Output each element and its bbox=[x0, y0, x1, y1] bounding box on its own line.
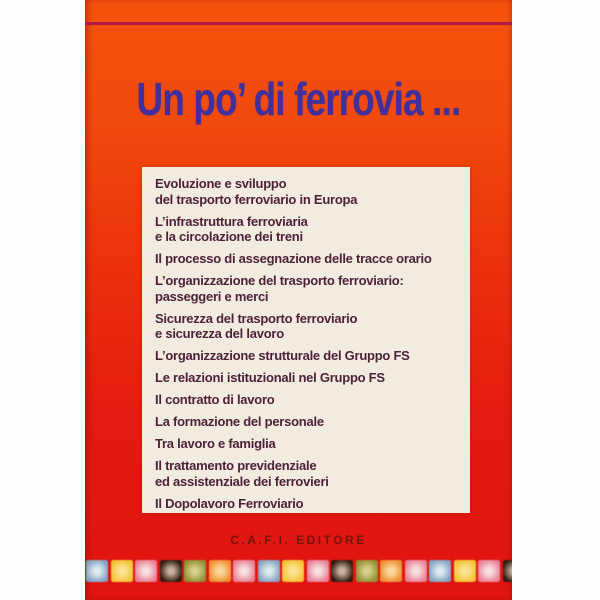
toc-item bbox=[155, 273, 464, 304]
book-title: Un po’ di ferrovia ... bbox=[136, 73, 461, 125]
toc-line: L’organizzazione strutturale del Gruppo FS bbox=[155, 348, 410, 363]
decor-square-yellow bbox=[454, 560, 476, 582]
toc-item bbox=[155, 176, 464, 207]
toc-line: passeggeri e merci bbox=[155, 288, 269, 304]
decor-square-blue bbox=[258, 560, 280, 582]
contents-box bbox=[142, 167, 470, 513]
decor-square-pink bbox=[307, 560, 329, 582]
decor-square-orange bbox=[209, 560, 231, 582]
toc-line: Il contratto di lavoro bbox=[155, 392, 275, 407]
decor-square-brown bbox=[503, 560, 513, 582]
toc-line: e la circolazione dei treni bbox=[155, 229, 303, 244]
top-accent-line bbox=[85, 22, 512, 25]
toc-item bbox=[155, 392, 464, 408]
toc-item bbox=[155, 436, 464, 452]
toc-line: La formazione del personale bbox=[155, 414, 324, 429]
toc-line: Evoluzione e sviluppo bbox=[155, 176, 287, 191]
toc-item bbox=[155, 458, 464, 489]
publisher-name: C.A.F.I. EDITORE bbox=[230, 533, 367, 547]
decor-square-olive bbox=[356, 560, 378, 582]
toc-line: Tra lavoro e famiglia bbox=[155, 436, 276, 451]
decor-square-blue bbox=[86, 560, 108, 582]
decor-square-pink bbox=[405, 560, 427, 582]
toc-line: e sicurezza del lavoro bbox=[155, 326, 284, 341]
toc-item bbox=[155, 214, 464, 245]
decor-square-orange bbox=[380, 560, 402, 582]
decor-square-blue bbox=[429, 560, 451, 582]
decor-square-brown bbox=[160, 560, 182, 582]
decor-square-pink bbox=[135, 560, 157, 582]
decor-square-pink bbox=[478, 560, 500, 582]
decor-square-brown bbox=[331, 560, 353, 582]
toc-item bbox=[155, 251, 464, 267]
decor-square-yellow bbox=[282, 560, 304, 582]
decor-square-pink bbox=[233, 560, 255, 582]
toc-line: ed assistenziale dei ferrovieri bbox=[155, 473, 329, 489]
book-cover bbox=[85, 0, 512, 600]
toc-line: Le relazioni istituzionali nel Gruppo FS bbox=[155, 370, 385, 385]
toc-line: Il Dopolavoro Ferroviario bbox=[155, 495, 304, 511]
toc-line: Sicurezza del trasporto ferroviario bbox=[155, 310, 358, 326]
decor-square-olive bbox=[184, 560, 206, 582]
toc-line: Il processo di assegnazione delle tracce orario bbox=[155, 251, 432, 266]
toc-item bbox=[155, 496, 464, 512]
toc-line: L’infrastruttura ferroviaria bbox=[155, 213, 308, 229]
toc-item bbox=[155, 311, 464, 342]
decorative-squares-strip bbox=[86, 560, 512, 582]
toc-item bbox=[155, 370, 464, 386]
toc-item bbox=[155, 414, 464, 430]
toc-line: L’organizzazione del trasporto ferroviario: bbox=[155, 273, 404, 288]
toc-line: del trasporto ferroviario in Europa bbox=[155, 191, 358, 207]
toc-item bbox=[155, 348, 464, 364]
toc-line: Il trattamento previdenziale bbox=[155, 458, 317, 473]
decor-square-yellow bbox=[111, 560, 133, 582]
